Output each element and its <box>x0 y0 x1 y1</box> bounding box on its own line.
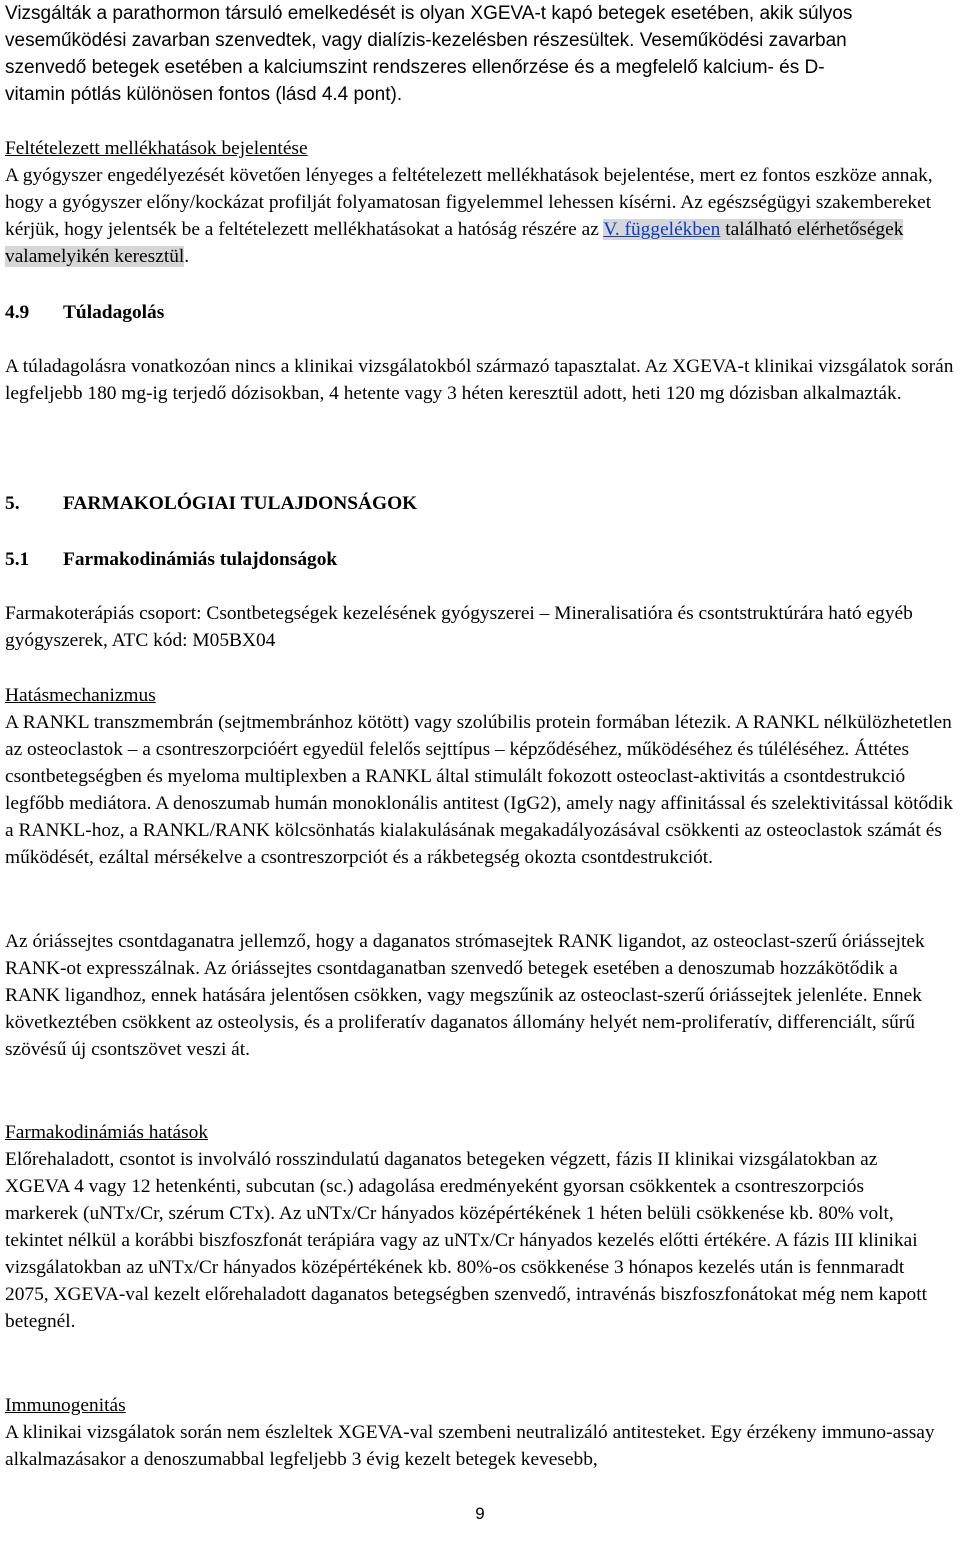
pd-effects-section <box>5 1119 935 1335</box>
immunogenicity-section <box>5 1392 955 1473</box>
reporting-end: . <box>184 246 190 267</box>
section-number: 4.9 <box>5 302 30 323</box>
intro-line: szenvedő betegek esetében a kalciumszint rendszeres ellenőrzése és a megfelelő kalcium- és D- <box>5 57 825 78</box>
pharmacotherapeutic-group: Farmakoterápiás csoport: Csontbetegségek kezelésének gyógyszerei – Mineralisatióra és csontstruktúrára ható egyéb gyógyszerek, ATC kód: M05BX04 <box>5 603 913 651</box>
mechanism-heading: Hatásmechanizmus <box>5 685 156 706</box>
section-5-heading <box>5 490 417 517</box>
mechanism-paragraph: Az óriássejtes csontdaganatra jellemző, hogy a daganatos strómasejtek RANK ligandot, az osteoclast-szerű óriássejtek RANK-ot expresszálnak. Az óriássejtes csontdaganatban szenvedő betegek esetében a denoszumab hozzákötődik a RANK ligandhoz, ennek hatására jelentősen csökken, vagy megszűnik az osteoclast-szerű óriássejtek jelenléte. Ennek következtében csökkent az osteolysis, és a proliferatív daganatos állomány helyét nem-proliferatív, differenciált, sűrű szövésű új csontszövet veszi át. <box>5 931 925 1060</box>
reporting-heading: Feltételezett mellékhatások bejelentése <box>5 138 308 159</box>
mechanism-paragraph: A RANKL transzmembrán (sejtmembránhoz kötött) vagy szolúbilis protein formában létezik. A RANKL nélkülözhetetlen az osteoclastok – a csontreszorpcióért egyedül felelős sejttípus – képződéséhez, működéséhez és túléléséhez. Áttétes csontbetegségben és myeloma multiplexben a RANKL által stimulált fokozott osteoclast-aktivitás a csontdestrukció legfőbb mediátora. A denoszumab humán monoklonális antitest (IgG2), amely nagy affinitással és szelektivitással kötődik a RANKL-hoz, a RANKL/RANK kölcsönhatás kialakulásának megakadályozásával csökkenti az osteoclastok számát és működését, ezáltal mérsékelve a csontreszorpciót és a rákbetegség okozta csontdestrukciót. <box>5 712 953 868</box>
reporting-tail: található elérhetőségek valamelyikén keresztül <box>5 219 904 267</box>
immunogenicity-text: A klinikai vizsgálatok során nem észleltek XGEVA-val szembeni neutralizáló antitesteket. Egy érzékeny immuno-assay alkalmazásakor a denoszumabbal legfeljebb 3 évig kezelt betegek kevesebb, <box>5 1422 935 1470</box>
immunogenicity-heading: Immunogenitás <box>5 1395 126 1416</box>
mechanism-section <box>5 682 957 871</box>
overdose-text: A túladagolásra vonatkozóan nincs a klinikai vizsgálatokból származó tapasztalat. Az XGEVA-t klinikai vizsgálatok során legfeljebb 180 mg-ig terjedő dózisokban, 4 hetente vagy 3 héten keresztül adott, heti 120 mg dózisban alkalmazták. <box>5 356 954 404</box>
section-title: Túladagolás <box>63 302 165 323</box>
page-number: 9 <box>475 1504 485 1523</box>
overdose-heading <box>5 299 164 326</box>
pd-effects-heading: Farmakodinámiás hatások <box>5 1122 209 1143</box>
reporting-text <box>5 162 955 270</box>
intro-paragraph <box>5 0 852 108</box>
section-number: 5.1 <box>5 549 30 570</box>
reporting-body: A gyógyszer engedélyezését követően lényeges a feltételezett mellékhatások bejelentése, mert ez fontos eszköze annak, hogy a gyógyszer előny/kockázat profilját folyamatosan figyelemmel lehessen kísérni. Az egészségügyi szakembereket kérjük, hogy jelentsék be a feltételezett mellékhatásokat a hatóság részére az <box>5 165 933 240</box>
section-5-1-heading <box>5 546 337 573</box>
section-title: FARMAKOLÓGIAI TULAJDONSÁGOK <box>63 493 418 514</box>
appendix-v-link[interactable]: V. függelékben <box>603 219 721 240</box>
pd-effects-text: Előrehaladott, csontot is involváló rosszindulatú daganatos betegeken végzett, fázis II klinikai vizsgálatokban az XGEVA 4 vagy 12 hetenkénti, subcutan (sc.) adagolása eredményeként gyorsan csökkentek a csontreszorpciós markerek (uNTx/Cr, szérum CTx). Az uNTx/Cr hányados középértékének 1 héten belüli csökkenése kb. 80% volt, tekintet nélkül a korábbi biszfoszfonát terápiára vagy az uNTx/Cr hányados kezelés előtti értékére. A fázis III klinikai vizsgálatokban az uNTx/Cr hányados középértékének kb. 80%-os csökkenése 3 hónapos kezelés után is fennmaradt 2075, XGEVA-val kezelt előrehaladott daganatos betegségben szenvedő, intravénás biszfoszfonátokat még nem kapott betegnél. <box>5 1149 928 1332</box>
section-title: Farmakodinámiás tulajdonságok <box>63 549 338 570</box>
intro-line: Vizsgálták a parathormon társuló emelkedését is olyan XGEVA-t kapó betegek esetében, akik súlyos <box>5 3 853 24</box>
section-number: 5. <box>5 493 20 514</box>
intro-line: vitamin pótlás különösen fontos (lásd 4.4 pont). <box>5 84 403 105</box>
reporting-section <box>5 135 955 270</box>
intro-line: veseműködési zavarban szenvedtek, vagy dialízis-kezelésben részesültek. Veseműködési zavarban <box>5 30 847 51</box>
